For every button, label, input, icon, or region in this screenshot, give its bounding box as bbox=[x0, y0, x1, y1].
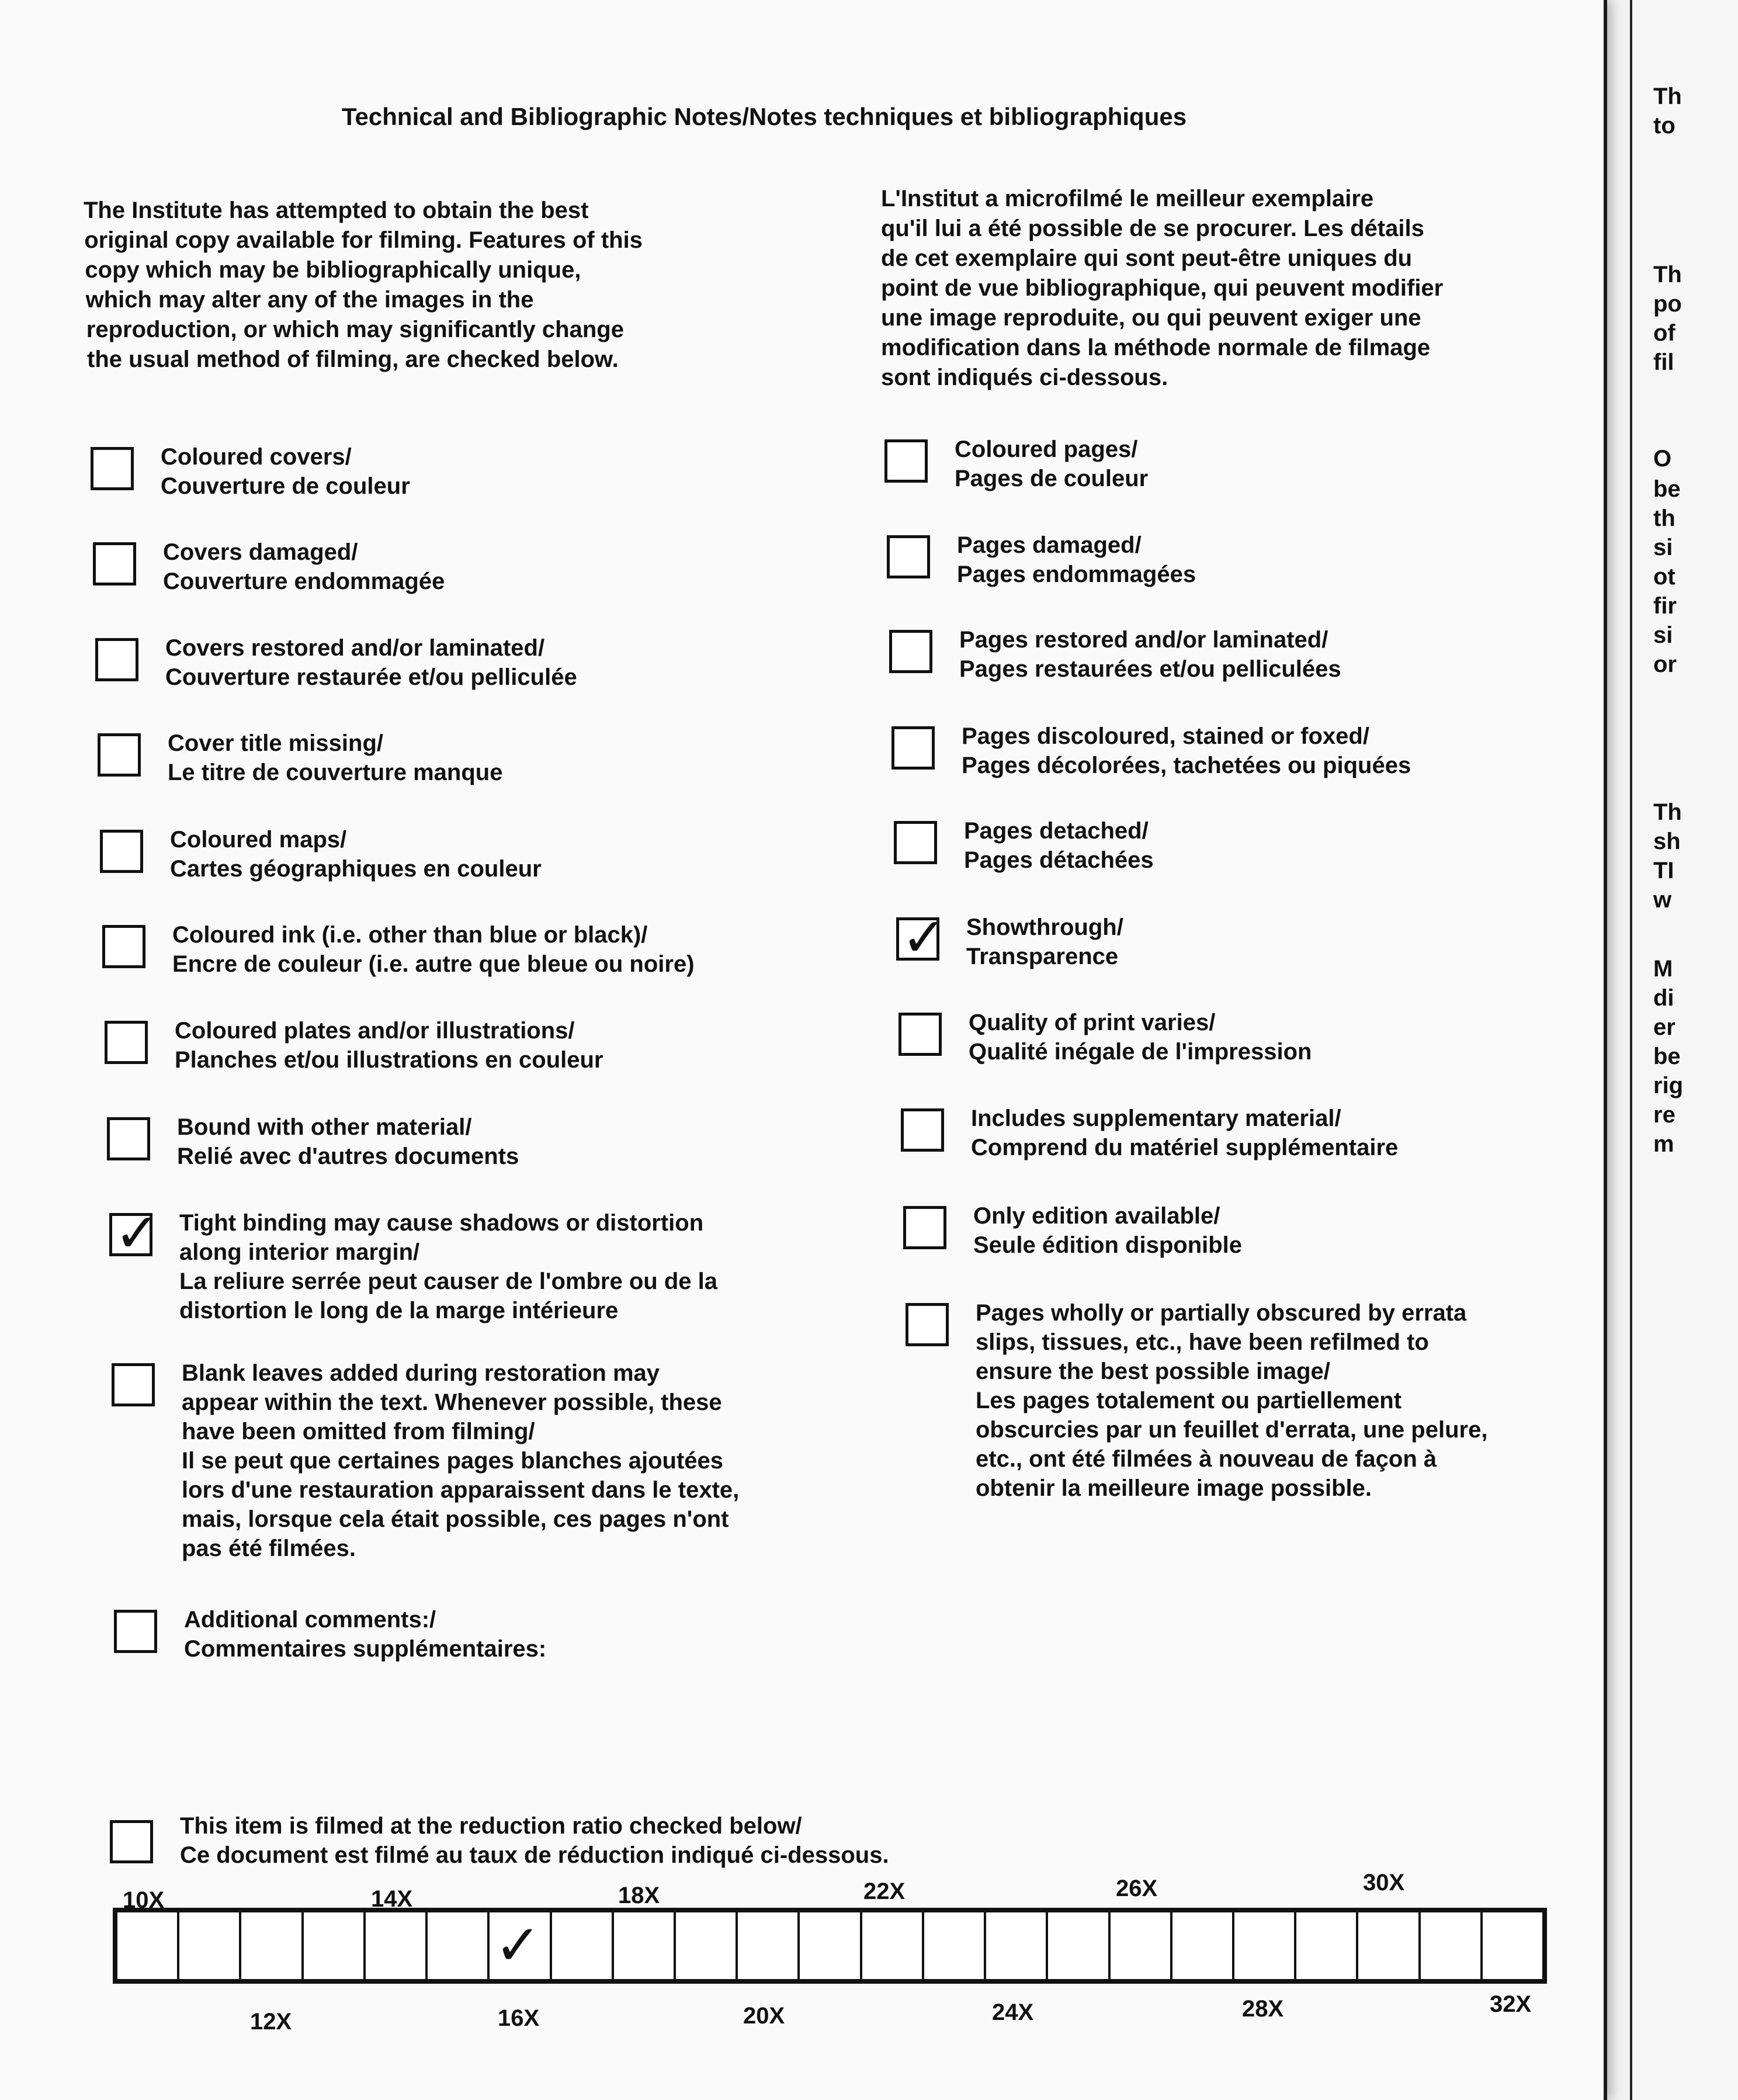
adjacent-page-text-fragment: fil bbox=[1653, 349, 1674, 375]
ratio-cell[interactable] bbox=[241, 1912, 303, 1979]
left-item-label: La reliure serrée peut causer de l'ombre ou de la bbox=[179, 1269, 717, 1294]
ratio-cell[interactable] bbox=[490, 1912, 551, 1979]
ratio-cell[interactable] bbox=[676, 1912, 738, 1979]
ratio-cell[interactable] bbox=[614, 1912, 676, 1979]
intro-french-line: qu'il lui a été possible de se procurer. Les détails bbox=[881, 216, 1424, 241]
intro-french-line: L'Institut a microfilmé le meilleur exemplaire bbox=[881, 186, 1374, 212]
left-item-label: Coloured ink (i.e. other than blue or black)/ bbox=[172, 922, 648, 948]
right-item-label: Les pages totalement ou partiellement bbox=[976, 1388, 1402, 1413]
ratio-label-top: 18X bbox=[618, 1883, 660, 1908]
left-item-label: distortion le long de la marge intérieure bbox=[179, 1298, 619, 1323]
intro-french-line: une image reproduite, ou qui peuvent exiger une bbox=[881, 305, 1421, 331]
reduction-instruction: This item is filmed at the reduction ratio checked below/ bbox=[180, 1813, 802, 1839]
ratio-label-top: 14X bbox=[371, 1886, 413, 1912]
checkbox-right-7[interactable] bbox=[901, 1108, 944, 1152]
checkbox-left-4[interactable] bbox=[100, 830, 143, 873]
left-item-label: Covers restored and/or laminated/ bbox=[165, 635, 545, 661]
adjacent-page-text-fragment: po bbox=[1653, 291, 1682, 317]
checkbox-left-5[interactable] bbox=[102, 925, 145, 968]
right-item-label: Only edition available/ bbox=[973, 1203, 1220, 1229]
checkbox-left-2[interactable] bbox=[95, 638, 138, 681]
checkbox-right-1[interactable] bbox=[887, 535, 930, 578]
checkbox-right-3[interactable] bbox=[891, 726, 935, 770]
ratio-label-top: 26X bbox=[1116, 1876, 1158, 1901]
ratio-cell[interactable] bbox=[428, 1912, 490, 1979]
ratio-cell[interactable] bbox=[552, 1912, 614, 1979]
checkbox-left-9[interactable] bbox=[112, 1363, 155, 1406]
checkbox-reduction-ratio[interactable] bbox=[110, 1820, 153, 1863]
adjacent-page-text-fragment: be bbox=[1653, 476, 1681, 502]
ratio-cell[interactable] bbox=[986, 1912, 1048, 1979]
ratio-cell[interactable] bbox=[800, 1912, 862, 1979]
checkbox-left-1[interactable] bbox=[93, 542, 136, 585]
right-item-label: Seule édition disponible bbox=[973, 1232, 1243, 1258]
left-item-label: lors d'une restauration apparaissent dans le texte, bbox=[182, 1477, 740, 1503]
right-item-label: slips, tissues, etc., have been refilmed to bbox=[976, 1329, 1429, 1355]
intro-french-line: de cet exemplaire qui sont peut-être uniques du bbox=[881, 245, 1413, 271]
adjacent-page-text-fragment: M bbox=[1653, 956, 1673, 982]
right-item-label: Includes supplementary material/ bbox=[971, 1106, 1341, 1131]
checkbox-right-8[interactable] bbox=[903, 1206, 946, 1249]
ratio-label-bottom: 32X bbox=[1490, 1991, 1532, 2017]
right-item-label: Transparence bbox=[966, 944, 1119, 969]
right-item-label: Pages wholly or partially obscured by errata bbox=[976, 1300, 1467, 1326]
adjacent-page-text-fragment: w bbox=[1653, 887, 1672, 913]
right-item-label: Qualité inégale de l'impression bbox=[969, 1039, 1312, 1065]
left-item-label: Couverture de couleur bbox=[161, 473, 410, 499]
ratio-cell[interactable] bbox=[924, 1912, 986, 1979]
ratio-label-bottom: 24X bbox=[992, 1999, 1034, 2025]
checkbox-right-2[interactable] bbox=[889, 630, 932, 673]
checkbox-left-7[interactable] bbox=[107, 1117, 150, 1160]
checkbox-left-10[interactable] bbox=[114, 1610, 157, 1653]
ratio-label-top: 30X bbox=[1363, 1870, 1405, 1895]
right-item-label: Pages discoloured, stained or foxed/ bbox=[962, 723, 1369, 749]
right-item-label: obscurcies par un feuillet d'errata, une pelure, bbox=[976, 1417, 1488, 1443]
intro-english-line: original copy available for filming. Features of this bbox=[84, 227, 643, 253]
left-item-label: appear within the text. Whenever possible, these bbox=[182, 1389, 722, 1415]
page-title: Technical and Bibliographic Notes/Notes techniques et bibliographiques bbox=[342, 103, 1187, 130]
adjacent-page-edge bbox=[1630, 0, 1738, 2100]
adjacent-page-text-fragment: Th bbox=[1653, 262, 1682, 287]
left-item-label: along interior margin/ bbox=[179, 1239, 420, 1265]
adjacent-page-text-fragment: rig bbox=[1653, 1073, 1684, 1098]
ratio-cell[interactable] bbox=[304, 1912, 366, 1979]
right-item-label: Comprend du matériel supplémentaire bbox=[971, 1135, 1399, 1160]
adjacent-page-text-fragment: Th bbox=[1653, 799, 1682, 825]
checkbox-right-5[interactable] bbox=[896, 906, 947, 969]
right-item-label: Pages detached/ bbox=[964, 818, 1149, 844]
ratio-cell[interactable] bbox=[1296, 1912, 1358, 1979]
right-item-label: Pages détachées bbox=[964, 847, 1154, 873]
right-item-label: Pages décolorées, tachetées ou piquées bbox=[962, 753, 1411, 778]
left-item-label: Covers damaged/ bbox=[163, 539, 358, 565]
right-item-label: Showthrough/ bbox=[966, 914, 1123, 940]
left-item-label: Il se peut que certaines pages blanches ajoutées bbox=[182, 1448, 724, 1474]
adjacent-page-text-fragment: si bbox=[1653, 535, 1673, 560]
left-item-label: mais, lorsque cela était possible, ces pages n'ont bbox=[182, 1506, 729, 1532]
left-item-label: Additional comments:/ bbox=[184, 1607, 436, 1633]
right-item-label: Pages damaged/ bbox=[957, 532, 1142, 558]
ratio-cell[interactable] bbox=[1172, 1912, 1234, 1979]
checkbox-left-3[interactable] bbox=[98, 733, 141, 777]
left-item-label: Couverture restaurée et/ou pelliculée bbox=[165, 664, 577, 690]
left-item-label: Cover title missing/ bbox=[168, 730, 383, 756]
checkbox-right-0[interactable] bbox=[884, 439, 928, 483]
left-item-label: Blank leaves added during restoration may bbox=[182, 1360, 660, 1386]
right-item-label: etc., ont été filmées à nouveau de façon à bbox=[976, 1446, 1437, 1472]
adjacent-page-text-fragment: er bbox=[1653, 1014, 1675, 1040]
intro-french-line: sont indiqués ci-dessous. bbox=[881, 365, 1168, 390]
right-item-label: Pages de couleur bbox=[955, 466, 1149, 491]
adjacent-page-text-fragment: O bbox=[1653, 446, 1672, 472]
adjacent-page-text-fragment: be bbox=[1653, 1044, 1681, 1069]
adjacent-page-text-fragment: th bbox=[1653, 505, 1675, 531]
checkbox-left-6[interactable] bbox=[105, 1021, 148, 1064]
ratio-cell[interactable] bbox=[1111, 1912, 1172, 1979]
left-item-label: Coloured plates and/or illustrations/ bbox=[175, 1018, 575, 1044]
right-item-label: ensure the best possible image/ bbox=[976, 1359, 1330, 1384]
adjacent-page-text-fragment: of bbox=[1653, 320, 1675, 346]
checkmark-icon: ✓ bbox=[494, 1912, 542, 1978]
intro-english-line: reproduction, or which may significantly change bbox=[86, 317, 624, 342]
adjacent-page-text-fragment: or bbox=[1653, 652, 1677, 677]
checkbox-left-8[interactable] bbox=[109, 1202, 160, 1264]
left-item-label: Tight binding may cause shadows or distortion bbox=[179, 1210, 704, 1236]
intro-english-line: which may alter any of the images in the bbox=[85, 287, 534, 313]
ratio-cell[interactable] bbox=[738, 1912, 800, 1979]
ratio-label-bottom: 12X bbox=[250, 2009, 292, 2035]
checkbox-right-9[interactable] bbox=[906, 1303, 949, 1346]
left-item-label: Relié avec d'autres documents bbox=[177, 1143, 519, 1169]
intro-english-line: The Institute has attempted to obtain the best bbox=[84, 197, 589, 223]
reduction-instruction: Ce document est filmé au taux de réduction indiqué ci-dessous. bbox=[180, 1842, 889, 1868]
checkmark-icon: ✓ bbox=[115, 1202, 160, 1264]
checkbox-left-0[interactable] bbox=[91, 447, 134, 490]
ratio-cell[interactable] bbox=[1234, 1912, 1296, 1979]
adjacent-page-text-fragment: m bbox=[1653, 1131, 1674, 1157]
ratio-label-top: 22X bbox=[863, 1879, 906, 1904]
ratio-cell[interactable] bbox=[1048, 1912, 1110, 1979]
left-item-label: have been omitted from filming/ bbox=[182, 1419, 535, 1444]
left-item-label: Coloured maps/ bbox=[170, 827, 347, 853]
checkbox-right-6[interactable] bbox=[899, 1013, 942, 1056]
left-item-label: Le titre de couverture manque bbox=[168, 760, 503, 785]
right-item-label: Coloured pages/ bbox=[955, 436, 1138, 462]
ratio-cell[interactable] bbox=[179, 1912, 241, 1979]
ratio-cell[interactable] bbox=[366, 1912, 428, 1979]
adjacent-page-text-fragment: re bbox=[1653, 1102, 1675, 1128]
right-item-label: obtenir la meilleure image possible. bbox=[976, 1475, 1372, 1501]
ratio-cell[interactable] bbox=[862, 1912, 924, 1979]
left-item-label: Bound with other material/ bbox=[177, 1114, 472, 1140]
ratio-cell[interactable] bbox=[1421, 1912, 1483, 1979]
adjacent-page-text-fragment: di bbox=[1653, 985, 1674, 1011]
left-item-label: Cartes géographiques en couleur bbox=[170, 856, 542, 882]
left-item-label: pas été filmées. bbox=[182, 1536, 356, 1561]
checkbox-right-4[interactable] bbox=[894, 821, 937, 864]
ratio-label-bottom: 16X bbox=[498, 2005, 540, 2031]
adjacent-page-text-fragment: to bbox=[1653, 113, 1675, 138]
intro-english-line: the usual method of filming, are checked below. bbox=[87, 346, 619, 372]
right-item-label: Quality of print varies/ bbox=[969, 1010, 1216, 1035]
intro-english-line: copy which may be bibliographically unique, bbox=[85, 257, 581, 283]
intro-french-line: point de vue bibliographique, qui peuvent modifier bbox=[881, 275, 1444, 301]
adjacent-page-text-fragment: ot bbox=[1653, 564, 1675, 590]
ratio-cell[interactable] bbox=[117, 1912, 179, 1979]
right-item-label: Pages endommagées bbox=[957, 562, 1196, 587]
adjacent-page-text-fragment: TI bbox=[1653, 858, 1674, 883]
left-item-label: Coloured covers/ bbox=[161, 444, 352, 470]
adjacent-page-text-fragment: fir bbox=[1653, 593, 1677, 619]
ratio-label-bottom: 20X bbox=[743, 2003, 785, 2029]
ratio-cell[interactable] bbox=[1358, 1912, 1420, 1979]
left-item-label: Planches et/ou illustrations en couleur bbox=[175, 1047, 603, 1073]
adjacent-page-text-fragment: sh bbox=[1653, 829, 1681, 854]
checkmark-icon: ✓ bbox=[901, 906, 947, 969]
ratio-label-bottom: 28X bbox=[1242, 1996, 1284, 2022]
reduction-ratio-bar bbox=[113, 1908, 1547, 1984]
ratio-label-top: 10X bbox=[123, 1887, 165, 1913]
right-item-label: Pages restaurées et/ou pelliculées bbox=[959, 656, 1341, 682]
adjacent-page-text-fragment: Th bbox=[1653, 84, 1682, 109]
adjacent-page-text-fragment: si bbox=[1653, 622, 1673, 648]
right-item-label: Pages restored and/or laminated/ bbox=[959, 627, 1328, 653]
ratio-cell[interactable] bbox=[1483, 1912, 1542, 1979]
left-item-label: Encre de couleur (i.e. autre que bleue ou noire) bbox=[172, 951, 695, 977]
left-item-label: Commentaires supplémentaires: bbox=[184, 1636, 547, 1662]
left-item-label: Couverture endommagée bbox=[163, 569, 445, 594]
intro-french-line: modification dans la méthode normale de filmage bbox=[881, 335, 1431, 361]
